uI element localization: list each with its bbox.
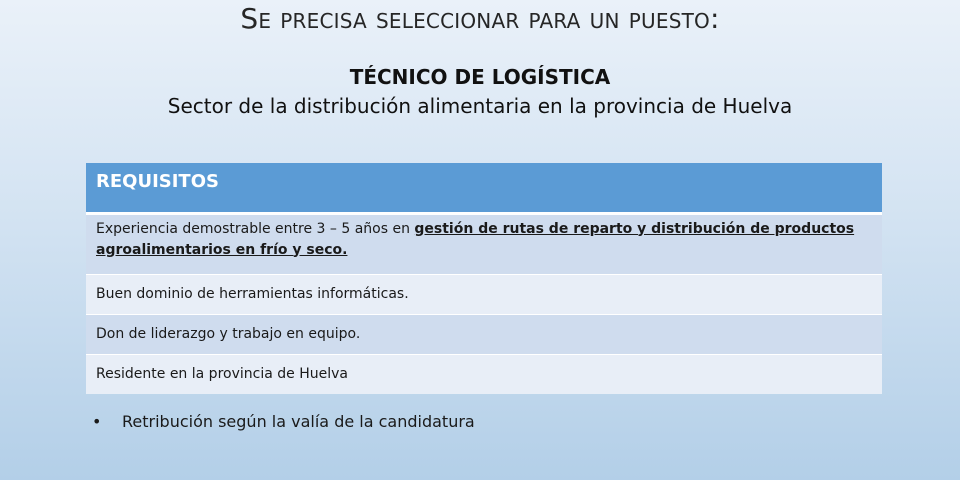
job-sector: Sector de la distribución alimentaria en la provincia de Huelva xyxy=(167,94,793,118)
page-title: Se precisa seleccionar para un puesto: xyxy=(240,2,720,35)
bullet-marker: • xyxy=(92,412,102,431)
requirement-experience-text: Experiencia demostrable entre 3 – 5 años en xyxy=(96,220,415,237)
requirements-heading: REQUISITOS xyxy=(86,163,882,213)
requirement-experience-emphasis: gestión de rutas de reparto y distribución de productos agroalimentarios en frío y seco. xyxy=(96,220,855,258)
requirement-experience xyxy=(86,213,882,274)
requirements-table xyxy=(86,163,882,394)
bullet-text-salary: Retribución según la valía de la candidatura xyxy=(122,412,475,431)
table-row xyxy=(86,274,882,314)
table-row xyxy=(86,314,882,354)
requirements-header-row xyxy=(86,163,882,213)
requirement-residence: Residente en la provincia de Huelva xyxy=(86,354,882,394)
job-title: TÉCNICO DE LOGÍSTICA xyxy=(349,65,611,89)
table-row xyxy=(86,354,882,394)
table-row xyxy=(86,213,882,274)
bullet-item xyxy=(92,411,475,433)
requirement-leadership: Don de liderazgo y trabajo en equipo. xyxy=(86,314,882,354)
requirement-it-skills: Buen dominio de herramientas informáticas. xyxy=(86,274,882,314)
